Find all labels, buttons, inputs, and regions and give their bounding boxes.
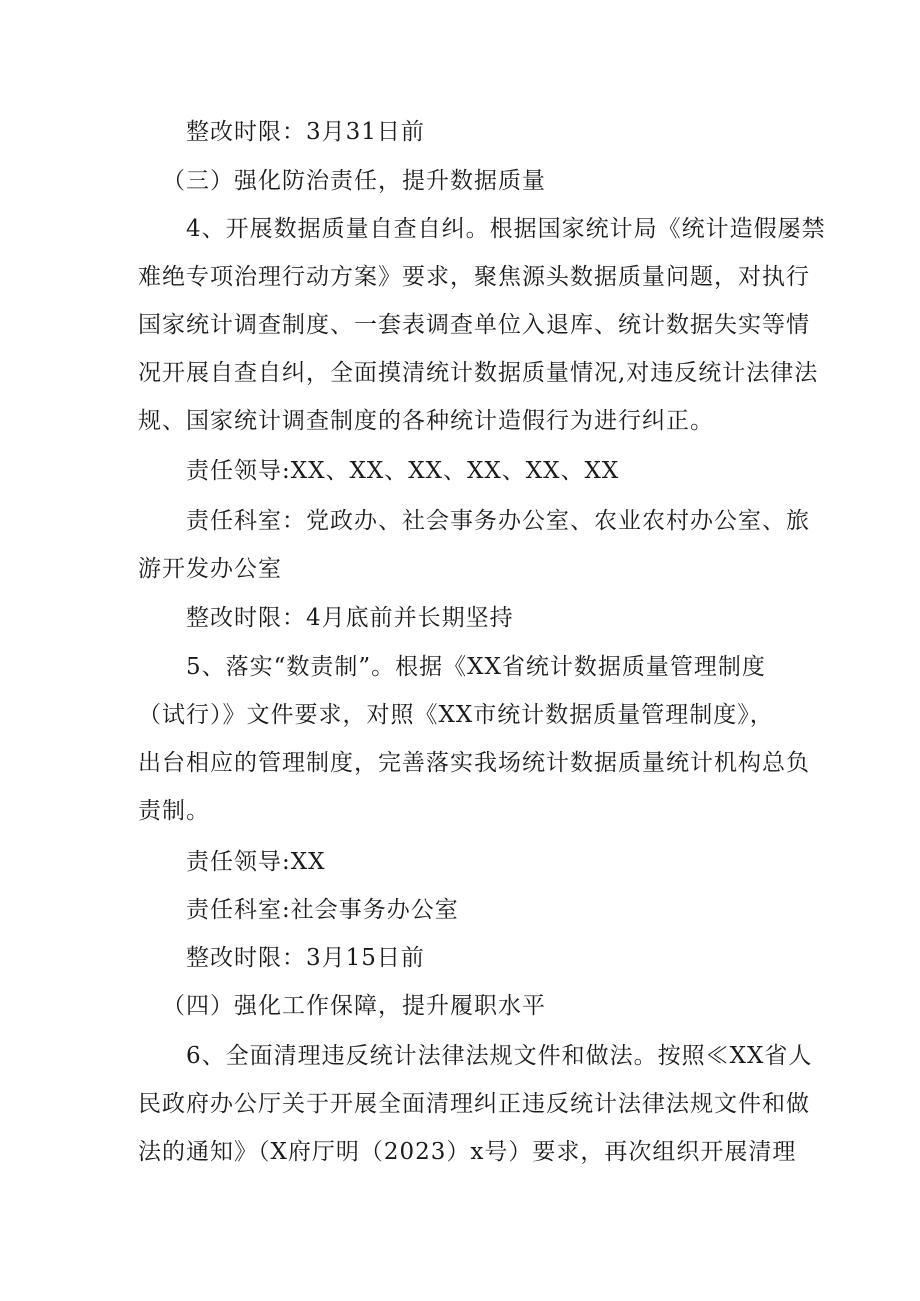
- responsible-leader-line-1: 责任领导:XX、XX、XX、XX、XX、XX: [186, 458, 620, 484]
- responsible-leader-line-2: 责任领导:XX: [186, 849, 326, 875]
- item-4-line-1: 4、开展数据质量自查自纠。根据国家统计局《统计造假屡禁: [186, 216, 826, 242]
- deadline-line-3: 整改时限：3月15日前: [186, 945, 425, 971]
- responsible-dept-line-2: 责任科室:社会事务办公室: [186, 897, 459, 923]
- item-6-line-2: 民政府办公厅关于开展全面清理纠正违反统计法律法规文件和做: [138, 1091, 810, 1117]
- item-4-line-5: 规、国家统计调查制度的各种统计造假行为进行纠正。: [138, 408, 714, 434]
- item-5-line-1: 5、落实“数责制”。根据《XX省统计数据质量管理制度: [186, 654, 766, 680]
- deadline-line-1: 整改时限：3月31日前: [186, 119, 425, 145]
- section-heading-3: （三）强化防治责任，提升数据质量: [162, 168, 546, 194]
- responsible-dept-line-1: 责任科室：党政办、社会事务办公室、农业农村办公室、旅: [186, 508, 810, 534]
- item-5-line-4: 责制。: [138, 798, 210, 824]
- item-4-line-2: 难绝专项治理行动方案》要求，聚焦源头数据质量问题，对执行: [138, 264, 810, 290]
- item-5-line-3: 出台相应的管理制度，完善落实我场统计数据质量统计机构总负: [138, 750, 810, 776]
- item-4-line-3: 国家统计调查制度、一套表调查单位入退库、统计数据失实等情: [138, 312, 810, 338]
- item-4-line-4: 况开展自查自纠，全面摸清统计数据质量情况,对违反统计法律法: [138, 360, 819, 386]
- item-6-line-1: 6、全面清理违反统计法律法规文件和做法。按照≪XX省人: [186, 1043, 813, 1069]
- responsible-dept-line-1-cont: 游开发办公室: [138, 556, 282, 582]
- item-5-line-2: （试行）》文件要求，对照《XX市统计数据质量管理制度》，: [138, 702, 774, 728]
- item-6-line-3: 法的通知》（X府厅明（2023）x号）要求，再次组织开展清理: [138, 1139, 797, 1165]
- deadline-line-2: 整改时限：4月底前并长期坚持: [186, 605, 514, 631]
- section-heading-4: （四）强化工作保障，提升履职水平: [162, 993, 546, 1019]
